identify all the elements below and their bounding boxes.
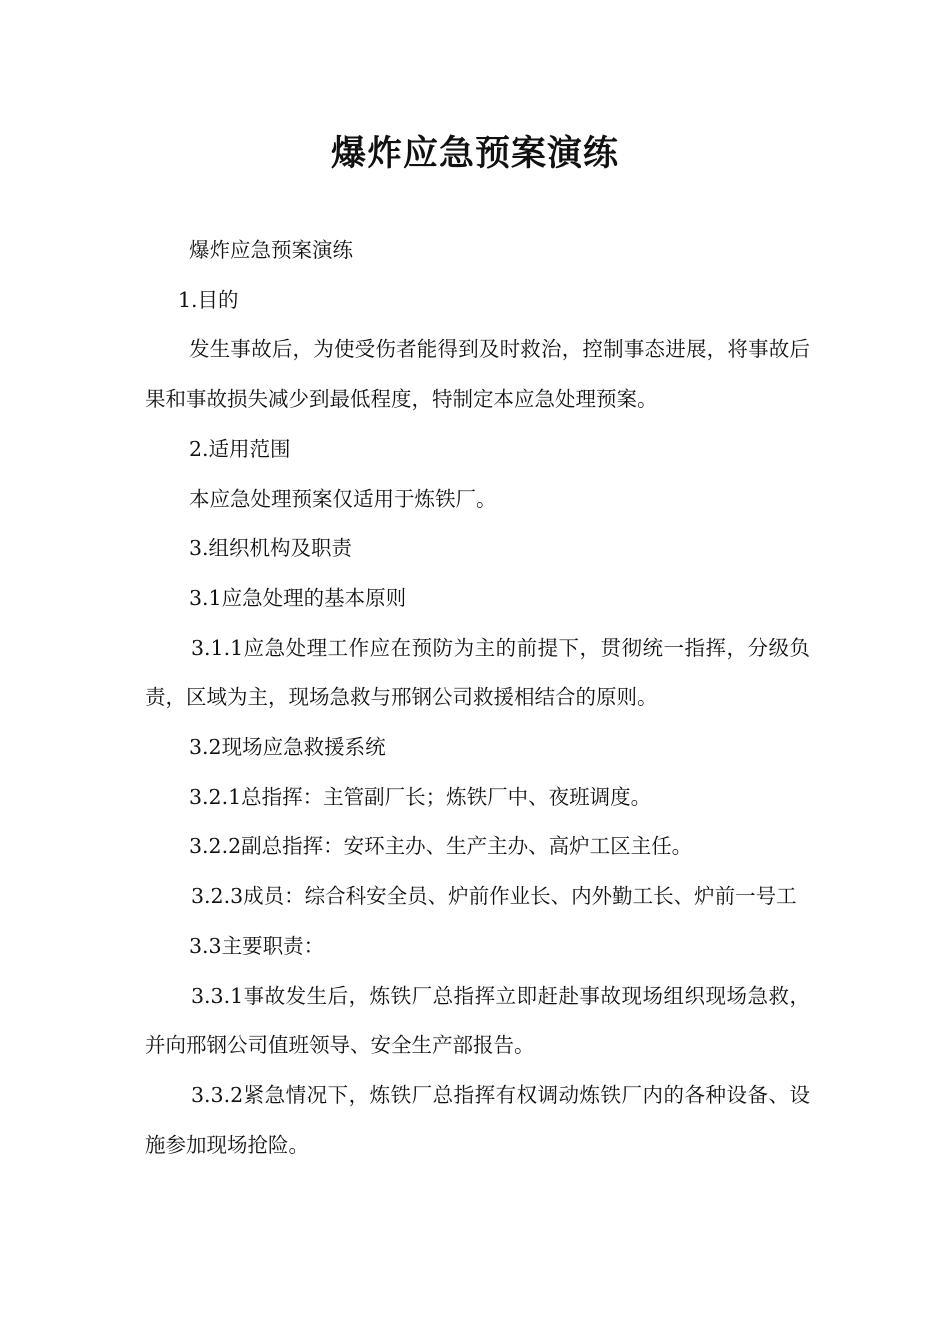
paragraph-subtitle: 爆炸应急预案演练 [189,238,353,262]
paragraph-section-2-body: 本应急处理预案仅适用于炼铁厂。 [189,486,497,511]
paragraph-section-3-2-heading: 3.2现场应急救援系统 [189,735,386,760]
paragraph-section-3-3-2: 3.3.2紧急情况下，炼铁厂总指挥有权调动炼铁厂内的各种设备、设施参加现场抢险。 [145,1082,810,1157]
paragraph-section-3-1-heading: 3.1应急处理的基本原则 [189,585,407,610]
paragraph-section-3-1-1: 3.1.1应急处理工作应在预防为主的前提下，贯彻统一指挥，分级负责，区域为主，现场急救与邢钢公司救援相结合的原则。 [145,635,810,710]
paragraph-section-3-2-1: 3.2.1总指挥：主管副厂长；炼铁厂中、夜班调度。 [189,784,652,809]
document-body [145,226,810,1170]
paragraph-section-3-heading: 3.组织机构及职责 [189,536,353,561]
paragraph-section-2-heading: 2.适用范围 [189,436,291,461]
document-title: 爆炸应急预案演练 [330,134,619,174]
paragraph-section-1-body: 发生事故后，为使受伤者能得到及时救治，控制事态进展，将事故后果和事故损失减少到最低程度，特制定本应急处理预案。 [145,337,810,412]
paragraph-section-3-2-3: 3.2.3成员：综合科安全员、炉前作业长、内外勤工长、炉前一号工 [191,884,797,909]
paragraph-section-3-2-2: 3.2.2副总指挥：安环主办、生产主办、高炉工区主任。 [189,834,693,859]
paragraph-section-3-3-1: 3.3.1事故发生后，炼铁厂总指挥立即赶赴事故现场组织现场急救，并向邢钢公司值班领导、安全生产部报告。 [145,983,810,1058]
paragraph-section-3-3-heading: 3.3主要职责： [189,933,325,958]
paragraph-section-1-heading: 1.目的 [178,287,239,312]
